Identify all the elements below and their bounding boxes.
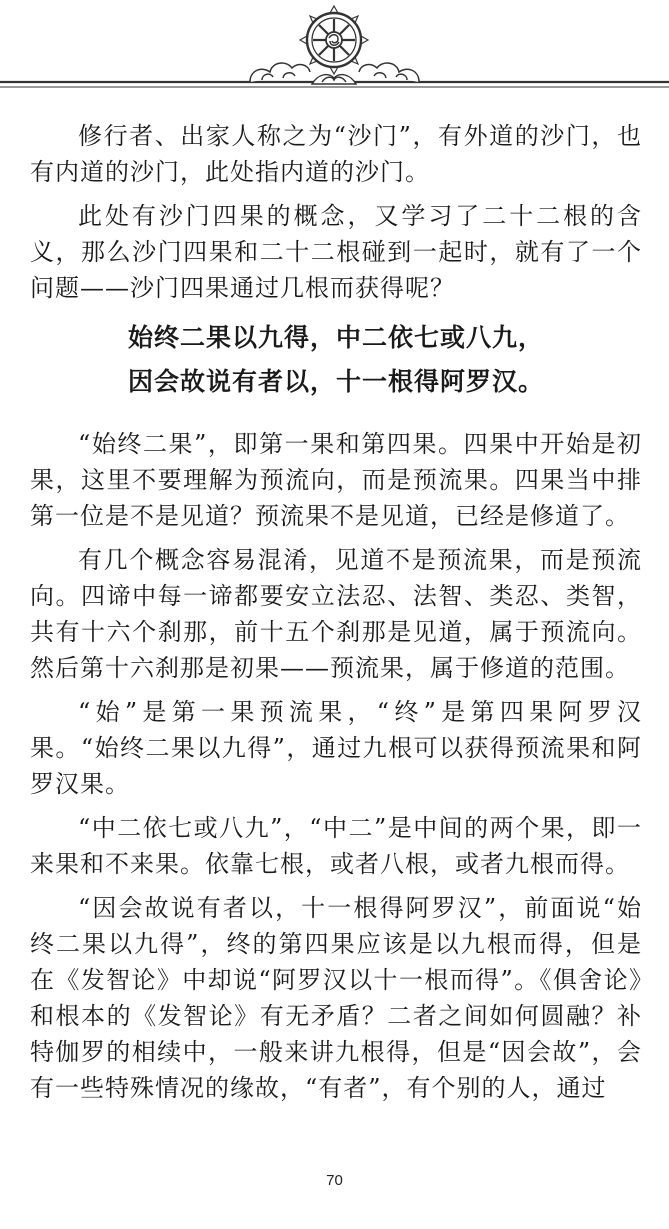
dharma-wheel-icon (300, 6, 368, 74)
verse-line-2: 因会故说有者以，十一根得阿罗汉。 (127, 367, 544, 396)
page-number: 70 (326, 1172, 343, 1189)
body-paragraph-4: “中二依七或八九”，“中二”是中间的两个果，即一来果和不来果。依靠七根，或者八根，或者九根而得。 (30, 814, 642, 878)
verse-line-1: 始终二果以九得，中二依七或八九， (127, 323, 544, 352)
page-content (30, 118, 642, 1114)
header-ornament-graphic (0, 0, 669, 100)
auspicious-cloud-icon-left (250, 63, 310, 82)
body-paragraph-5: “因会故说有者以，十一根得阿罗汉”，前面说“始终二果以九得”，终的第四果应该是以九根而得，但是在《发智论》中却说“阿罗汉以十一根而得”。《俱舍论》和根本的《发智论》有无矛盾？二者之间如何圆融？补特伽罗的相续中，一般来讲九根得，但是“因会故”，会有一些特殊情况的缘故，“有者”，有个别的人，通过 (30, 894, 642, 1102)
page-header-ornament (0, 0, 669, 100)
body-paragraph-1: “始终二果”，即第一果和第四果。四果中开始是初果，这里不要理解为预流向，而是预流果。四果当中排第一位是不是见道？预流果不是见道，已经是修道了。 (30, 430, 642, 530)
body-paragraph-3: “始”是第一果预流果，“终”是第四果阿罗汉果。“始终二果以九得”，通过九根可以获得预流果和阿罗汉果。 (30, 698, 642, 798)
verse-block (30, 316, 642, 404)
body-paragraph-2: 有几个概念容易混淆，见道不是预流果，而是预流向。四谛中每一谛都要安立法忍、法智、类忍、类智，共有十六个刹那，前十五个刹那是见道，属于预流向。然后第十六刹那是初果——预流果，属于修道的范围。 (30, 546, 642, 682)
lotus-base-icon (312, 75, 356, 84)
auspicious-cloud-icon-right (359, 63, 419, 82)
paragraph-1: 修行者、出家人称之为“沙门”，有外道的沙门，也有内道的沙门，此处指内道的沙门。 (30, 122, 642, 186)
paragraph-2: 此处有沙门四果的概念，又学习了二十二根的含义，那么沙门四果和二十二根碰到一起时，就有了一个问题——沙门四果通过几根而获得呢？ (30, 202, 642, 302)
